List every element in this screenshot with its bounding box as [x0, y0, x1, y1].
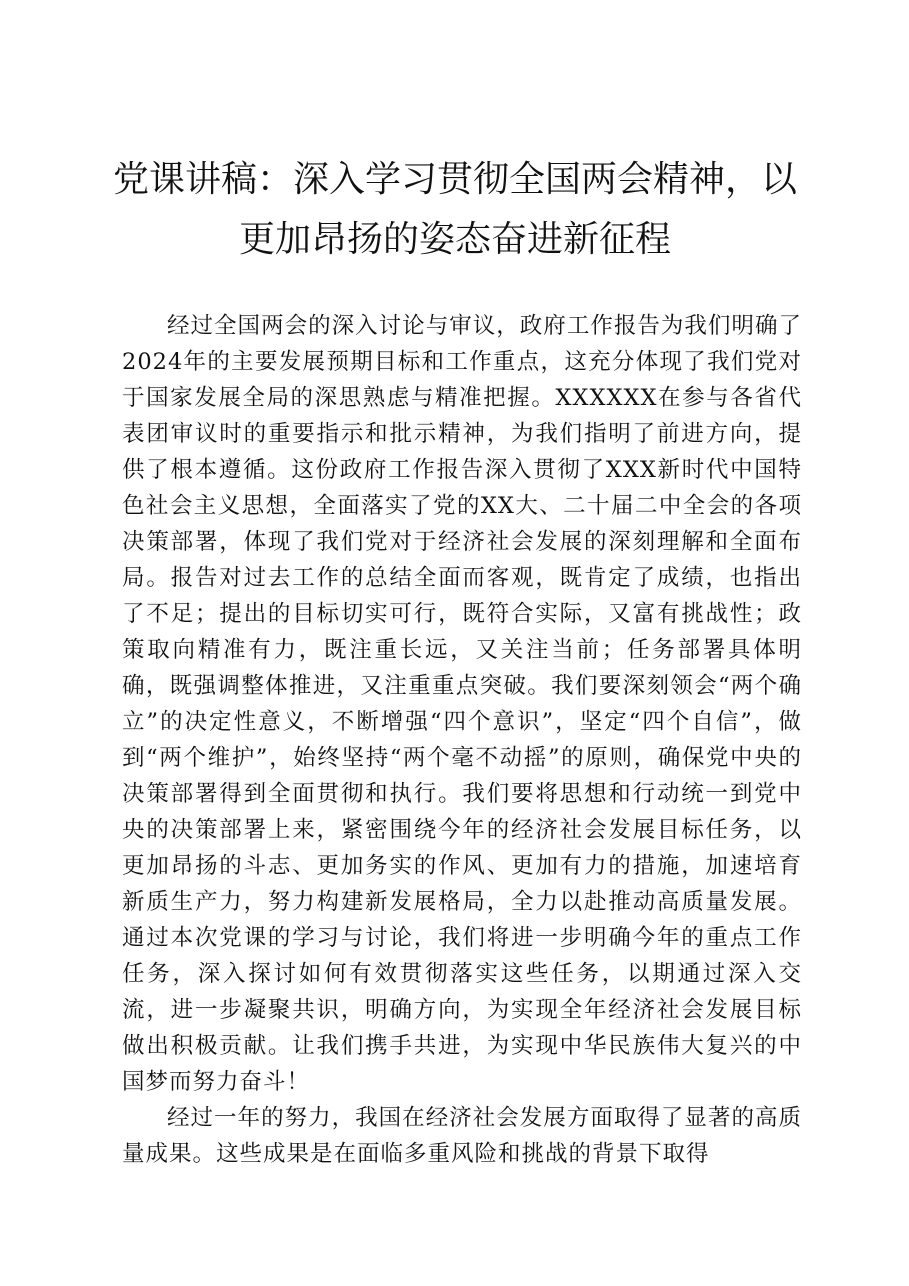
paragraph-2: 经过一年的努力，我国在经济社会发展方面取得了显著的高质量成果。这些成果是在面临多重风险和挑战的背景下取得 — [122, 1105, 802, 1167]
document-body — [122, 308, 802, 1172]
paragraph-1: 经过全国两会的深入讨论与审议，政府工作报告为我们明确了2024年的主要发展预期目标和工作重点，这充分体现了我们党对于国家发展全局的深思熟虑与精准把握。XXXXXX在参与各省代表团审议时的重要指示和批示精神，为我们指明了前进方向，提供了根本遵循。这份政府工作报告深入贯彻了XXX新时代中国特色社会主义思想，全面落实了党的XX大、二十届二中全会的各项决策部署，体现了我们党对于经济社会发展的深刻理解和全面布局。报告对过去工作的总结全面而客观，既肯定了成绩，也指出了不足；提出的目标切实可行，既符合实际，又富有挑战性；政策取向精准有力，既注重长远，又关注当前；任务部署具体明确，既强调整体推进，又注重重点突破。我们要深刻领会“两个确立”的决定性意义，不断增强“四个意识”，坚定“四个自信”，做到“两个维护”，始终坚持“两个毫不动摇”的原则，确保党中央的决策部署得到全面贯彻和执行。我们要将思想和行动统一到党中央的决策部署上来，紧密围绕今年的经济社会发展目标任务，以更加昂扬的斗志、更加务实的作风、更加有力的措施，加速培育新质生产力，努力构建新发展格局，全力以赴推动高质量发展。通过本次党课的学习与讨论，我们将进一步明确今年的重点工作任务，深入探讨如何有效贯彻落实这些任务，以期通过深入交流，进一步凝聚共识，明确方向，为实现全年经济社会发展目标做出积极贡献。让我们携手共进，为实现中华民族伟大复兴的中国梦而努力奋斗！ — [122, 313, 802, 1095]
document-title: 党课讲稿：深入学习贯彻全国两会精神，以更加昂扬的姿态奋进新征程 — [112, 159, 797, 260]
